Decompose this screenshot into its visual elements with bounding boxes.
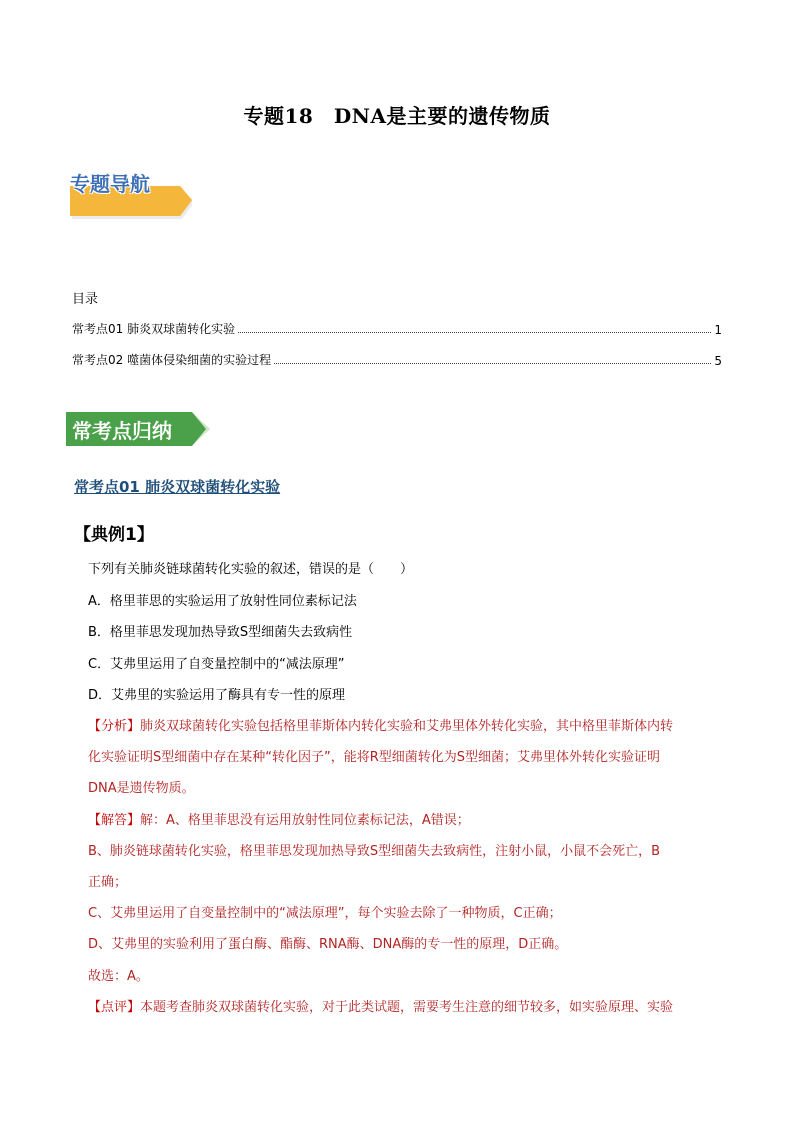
review-line: 【点评】本题考查肺炎双球菌转化实验，对于此类试题，需要考生注意的细节较多，如实验原理、实验 <box>88 1000 674 1015</box>
answer-line: B、肺炎链球菌转化实验，格里菲思发现加热导致S型细菌失去致病性，注射小鼠，小鼠不会死亡，B <box>88 844 661 859</box>
toc-entry-label: 常考点02 噬菌体侵染细菌的实验过程 <box>72 353 272 367</box>
answer-line: 正确； <box>88 875 128 890</box>
toc-leader <box>274 362 711 364</box>
answer-choice: 故选：A。 <box>88 969 149 984</box>
answer-tag: 【解答】 <box>88 813 141 828</box>
summary-banner <box>64 410 212 448</box>
banner-title: 常考点归纳 <box>72 419 172 443</box>
banner-title: 专题导航 <box>70 172 150 196</box>
toc-entry[interactable] <box>72 320 722 337</box>
answer-line: 【解答】解：A、格里菲思没有运用放射性同位素标记法，A错误； <box>88 813 470 828</box>
page-title: 专题18 DNA是主要的遗传物质 <box>243 104 551 128</box>
option-b: B．格里菲思发现加热导致S型细菌失去致病性 <box>88 625 353 640</box>
option-d: D．艾弗里的实验运用了酶具有专一性的原理 <box>88 688 346 703</box>
toc-leader <box>238 331 711 333</box>
analysis-line: 化实验证明S型细菌中存在某种“转化因子”，能将R型细菌转化为S型细菌；艾弗里体外转化实验证明 <box>88 750 661 765</box>
option-a: A．格里菲思的实验运用了放射性同位素标记法 <box>88 594 357 609</box>
answer-line: D、艾弗里的实验利用了蛋白酶、酯酶、RNA酶、DNA酶的专一性的原理，D正确。 <box>88 937 568 952</box>
option-c: C．艾弗里运用了自变量控制中的“减法原理” <box>88 657 345 672</box>
toc-entry-page: 5 <box>714 354 722 368</box>
toc-entry-label: 常考点01 肺炎双球菌转化实验 <box>72 322 236 336</box>
example-label: 【典例1】 <box>74 525 154 545</box>
answer-line: C、艾弗里运用了自变量控制中的“减法原理”，每个实验去除了一种物质，C正确； <box>88 906 562 921</box>
question-text: 下列有关肺炎链球菌转化实验的叙述，错误的是（ ） <box>88 562 414 577</box>
topic-nav-banner <box>64 164 192 222</box>
analysis-line: 【分析】肺炎双球菌转化实验包括格里菲斯体内转化实验和艾弗里体外转化实验，其中格里菲斯体内转 <box>88 719 674 734</box>
toc-heading: 目录 <box>72 292 99 307</box>
section-heading: 常考点01 肺炎双球菌转化实验 <box>74 478 281 496</box>
toc-entry-page: 1 <box>714 323 722 337</box>
analysis-line: DNA是遗传物质。 <box>88 781 195 796</box>
toc-entry[interactable] <box>72 351 722 368</box>
analysis-tag: 【分析】 <box>88 719 141 734</box>
review-tag: 【点评】 <box>88 1000 141 1015</box>
